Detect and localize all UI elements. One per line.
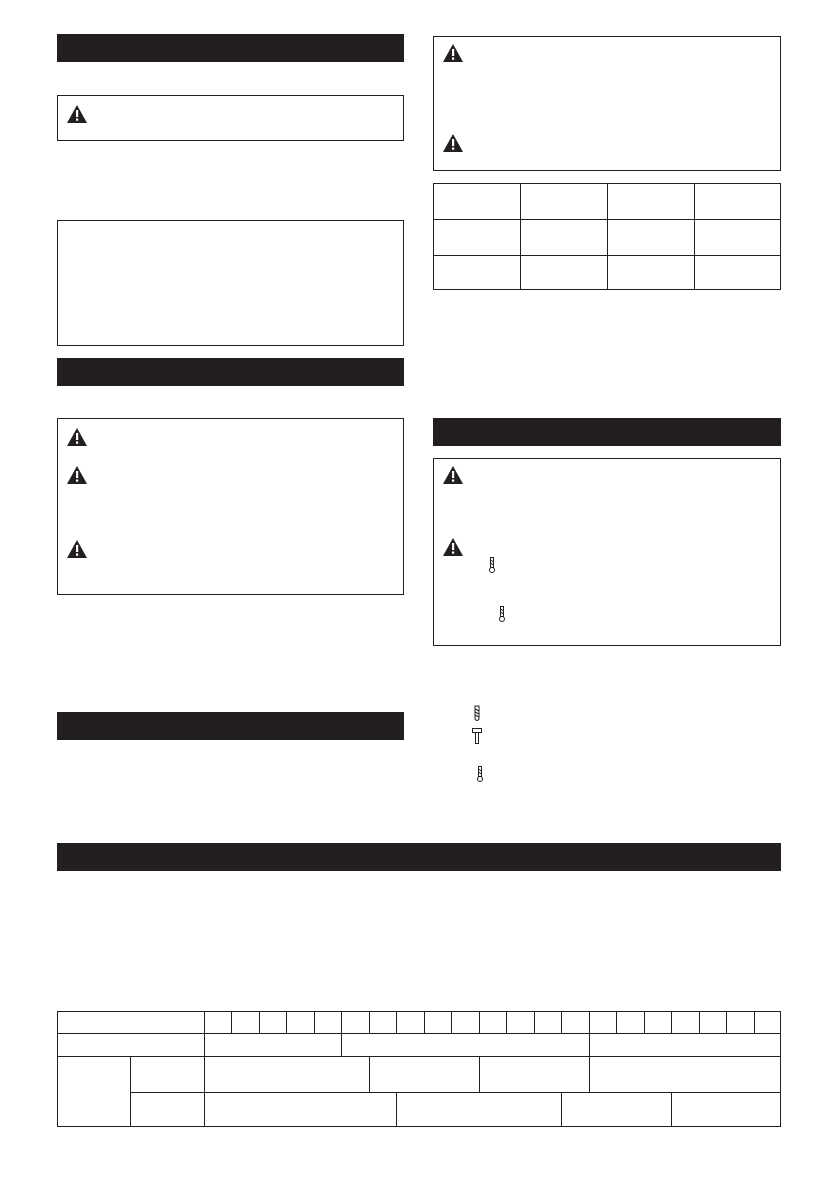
section-header-bar-4 [433,418,781,446]
warning-box-1 [57,95,404,141]
warning-triangle-icon [442,43,464,63]
spec-table-small [433,183,781,290]
warning-triangle-icon [66,465,88,485]
screw-icon [488,557,496,573]
warning-triangle-icon [442,133,464,153]
warning-triangle-icon [66,539,88,559]
drill-bit-icon [473,705,481,721]
hammer-icon [472,728,482,744]
note-box-1 [57,220,404,346]
screw-icon [498,606,506,622]
warning-triangle-icon [442,537,464,557]
section-header-bar-1 [57,34,404,62]
section-header-bar-2 [57,358,404,386]
warning-triangle-icon [66,104,88,124]
warning-box-2 [57,418,404,595]
section-header-bar-3 [57,712,404,740]
warning-triangle-icon [442,465,464,485]
section-header-bar-full-width [57,843,781,871]
warning-box-3 [433,36,781,171]
screw-icon [476,766,484,782]
warning-triangle-icon [66,427,88,447]
warning-box-4 [433,458,781,646]
torque-setting-table [57,1011,781,1127]
